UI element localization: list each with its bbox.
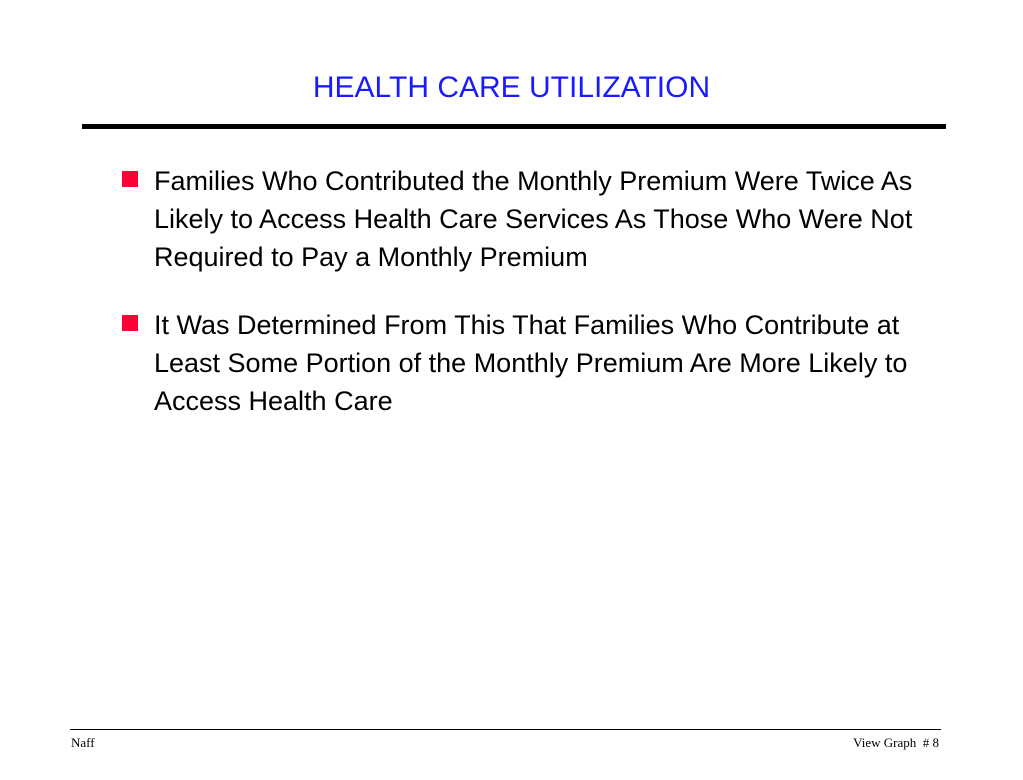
footer-page-number: View Graph # 8 — [853, 735, 939, 750]
bullet-list — [120, 162, 920, 450]
bullet-text: It Was Determined From This That Families Who Contribute at Least Some Portion of the Monthly Premium Are More Likely to Access Health Care — [154, 310, 908, 416]
slide-title: HEALTH CARE UTILIZATION — [312, 71, 711, 104]
title-divider — [82, 124, 946, 129]
bullet-item — [120, 306, 920, 420]
bullet-item — [120, 162, 920, 276]
square-bullet-icon — [122, 315, 138, 331]
footer-author: Naff — [71, 735, 95, 750]
footer-divider — [70, 729, 941, 730]
square-bullet-icon — [122, 171, 138, 187]
bullet-text: Families Who Contributed the Monthly Premium Were Twice As Likely to Access Health Care Services As Those Who Were Not Required to Pay a Monthly Premium — [154, 166, 913, 272]
